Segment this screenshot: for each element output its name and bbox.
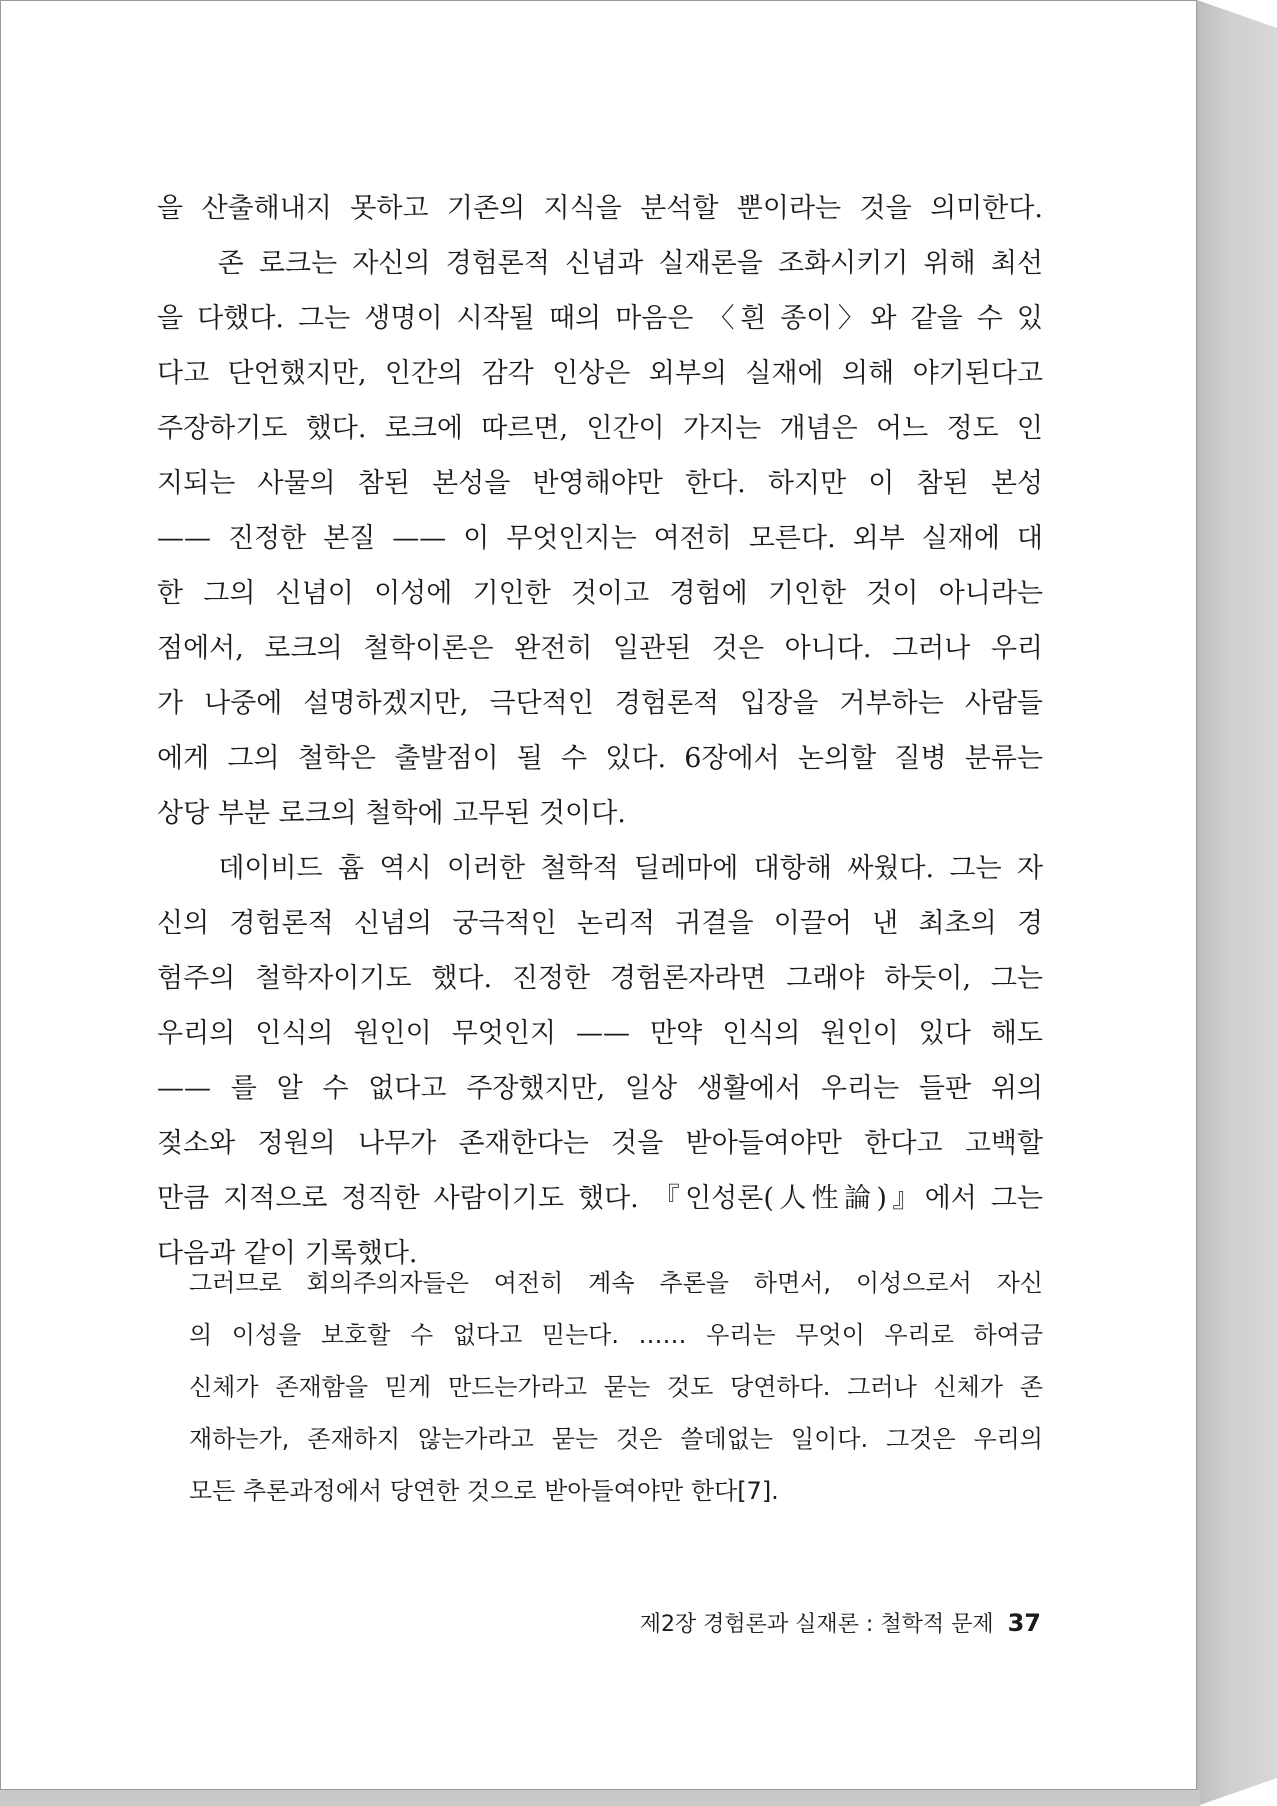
book-edge-right xyxy=(1197,0,1277,1806)
body-line: —— 진정한 본질 —— 이 무엇인지는 여전히 모른다. 외부 실재에 대 xyxy=(157,523,1043,554)
body-line: 신의 경험론적 신념의 궁극적인 논리적 귀결을 이끌어 낸 최초의 경 xyxy=(157,908,1043,939)
page-number: 37 xyxy=(1007,1609,1041,1637)
quote-line: 모든 추론과정에서 당연한 것으로 받아들여야만 한다[7]. xyxy=(189,1477,779,1505)
body-line: 지되는 사물의 참된 본성을 반영해야만 한다. 하지만 이 참된 본성 xyxy=(157,468,1043,499)
quote-line: 신체가 존재함을 믿게 만드는가라고 묻는 것도 당연하다. 그러나 신체가 존 xyxy=(189,1373,1043,1401)
body-line: 을 산출해내지 못하고 기존의 지식을 분석할 뿐이라는 것을 의미한다. xyxy=(157,193,1043,224)
body-line: 주장하기도 했다. 로크에 따르면, 인간이 가지는 개념은 어느 정도 인 xyxy=(157,413,1043,444)
block-quote xyxy=(189,1257,1043,1517)
body-line: 에게 그의 철학은 출발점이 될 수 있다. 6장에서 논의할 질병 분류는 xyxy=(157,743,1043,774)
book-edge-bottom xyxy=(0,1790,1200,1806)
body-line: 다음과 같이 기록했다. xyxy=(157,1238,418,1269)
body-line: 존 로크는 자신의 경험론적 신념과 실재론을 조화시키기 위해 최선 xyxy=(157,248,1043,279)
body-line: 다고 단언했지만, 인간의 감각 인상은 외부의 실재에 의해 야기된다고 xyxy=(157,358,1043,389)
body-line: 가 나중에 설명하겠지만, 극단적인 경험론적 입장을 거부하는 사람들 xyxy=(157,688,1043,719)
quote-line: 의 이성을 보호할 수 없다고 믿는다. …… 우리는 무엇이 우리로 하여금 xyxy=(189,1321,1043,1349)
body-line: 젖소와 정원의 나무가 존재한다는 것을 받아들여야만 한다고 고백할 xyxy=(157,1128,1043,1159)
quote-line: 재하는가, 존재하지 않는가라고 묻는 것은 쓸데없는 일이다. 그것은 우리의 xyxy=(189,1425,1043,1453)
running-footer xyxy=(640,1607,1041,1638)
body-line: 상당 부분 로크의 철학에 고무된 것이다. xyxy=(157,798,626,829)
quote-line: 그러므로 회의주의자들은 여전히 계속 추론을 하면서, 이성으로서 자신 xyxy=(189,1269,1043,1297)
body-line: 험주의 철학자이기도 했다. 진정한 경험론자라면 그래야 하듯이, 그는 xyxy=(157,963,1043,994)
body-line: 데이비드 흄 역시 이러한 철학적 딜레마에 대항해 싸웠다. 그는 자 xyxy=(157,853,1043,884)
body-line: —— 를 알 수 없다고 주장했지만, 일상 생활에서 우리는 들판 위의 xyxy=(157,1073,1043,1104)
chapter-title: 제2장 경험론과 실재론 : 철학적 문제 xyxy=(639,1612,994,1637)
body-line: 을 다했다. 그는 생명이 시작될 때의 마음은 〈흰 종이〉와 같을 수 있 xyxy=(157,303,1043,334)
body-line: 점에서, 로크의 철학이론은 완전히 일관된 것은 아니다. 그러나 우리 xyxy=(157,633,1043,664)
body-line: 한 그의 신념이 이성에 기인한 것이고 경험에 기인한 것이 아니라는 xyxy=(157,578,1043,609)
body-line: 우리의 인식의 원인이 무엇인지 —— 만약 인식의 원인이 있다 해도 xyxy=(157,1018,1043,1049)
body-line: 만큼 지적으로 정직한 사람이기도 했다. 『인성론(人性論)』에서 그는 xyxy=(157,1183,1043,1214)
body-text xyxy=(157,181,1043,1281)
